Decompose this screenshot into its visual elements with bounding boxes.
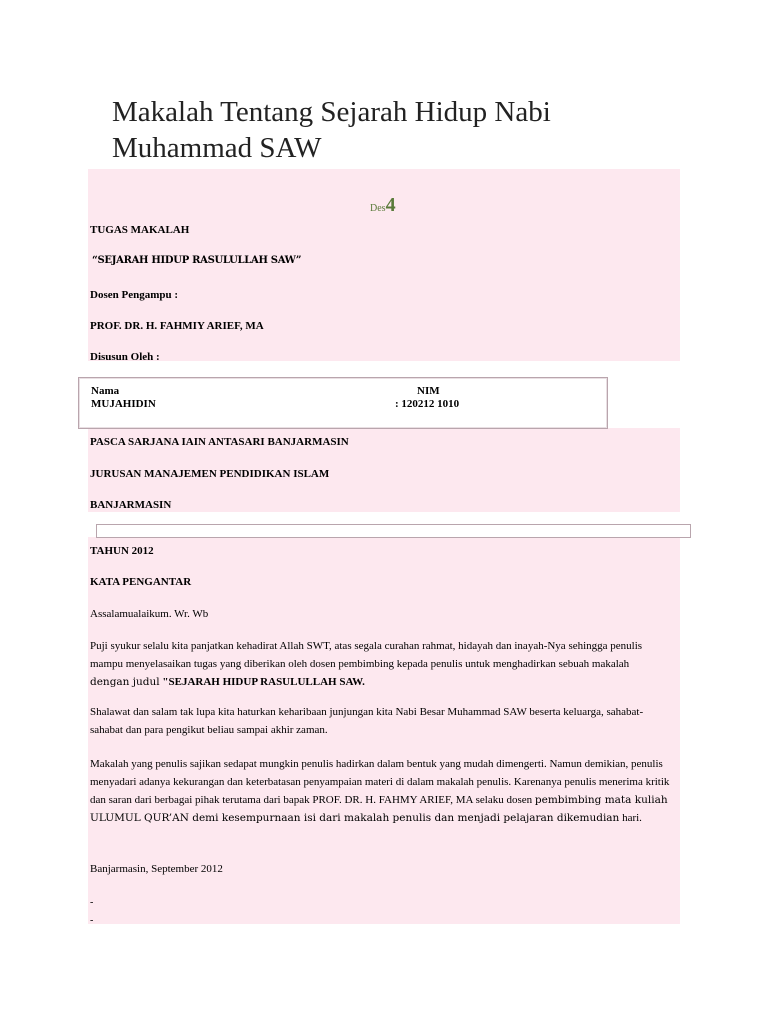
paragraph-2: Shalawat dan salam tak lupa kita haturkan keharibaan junjungan kita Nabi Besar Muhammad SAW beserta keluarga, sahabat-sahabat dan para pengikut beliau sampai akhir zaman. bbox=[90, 706, 644, 736]
post-date bbox=[370, 194, 396, 217]
tugas-label: TUGAS MAKALAH bbox=[90, 224, 190, 236]
nama-value: MUJAHIDIN bbox=[91, 398, 156, 410]
salam-line: Assalamualaikum. Wr. Wb bbox=[90, 608, 209, 620]
date-month: Des bbox=[370, 203, 386, 214]
nama-header: Nama bbox=[91, 385, 120, 397]
author-table bbox=[78, 377, 608, 429]
page-title: Makalah Tentang Sejarah Hidup Nabi Muhammad SAW bbox=[112, 96, 551, 164]
institution-line: PASCA SARJANA IAIN ANTASARI BANJARMASIN bbox=[90, 436, 349, 448]
nim-header: NIM bbox=[417, 385, 440, 397]
department-line: JURUSAN MANAJEMEN PENDIDIKAN ISLAM bbox=[90, 468, 330, 480]
year-line: TAHUN 2012 bbox=[90, 545, 154, 557]
dash-mark: - bbox=[90, 897, 94, 908]
paragraph-1-highlight: dengan judul bbox=[90, 676, 160, 688]
disusun-label: Disusun Oleh : bbox=[90, 351, 160, 363]
dash-mark: - bbox=[90, 915, 94, 926]
city-line: BANJARMASIN bbox=[90, 499, 172, 511]
date-day: 4 bbox=[385, 194, 396, 216]
paragraph-3-text: Makalah yang penulis sajikan sedapat mungkin penulis hadirkan dalam bentuk yang mudah dimengerti. Namun demikian, penulis menyadari adanya kekurangan dan keterbatasan penyampaian materi di dalam makalah penulis. Karenanya penulis menerima kritik dan saran dari berbagai pihak terutama dari bapak PROF. DR. H. FAHMY ARIEF, MA selaku dosen bbox=[90, 758, 670, 806]
section-title: KATA PENGANTAR bbox=[90, 576, 192, 588]
paragraph-1-text: Puji syukur selalu kita panjatkan kehadirat Allah SWT, atas segala curahan rahmat, hidayah dan inayah-Nya sehingga penulis mampu menyelasaikan tugas yang diberikan oleh dosen pembimbing kepada penulis untuk menghadirkan sebuah makalah bbox=[90, 640, 643, 670]
paragraph-3 bbox=[90, 755, 670, 827]
nim-value: : 120212 1010 bbox=[395, 398, 460, 410]
dosen-name: PROF. DR. H. FAHMIY ARIEF, MA bbox=[90, 320, 264, 332]
paragraph-1 bbox=[90, 637, 670, 691]
dosen-label: Dosen Pengampu : bbox=[90, 289, 179, 301]
closing-line: Banjarmasin, September 2012 bbox=[90, 863, 223, 875]
paragraph-3-highlight: pembimbing mata kuliah ULUMUL QUR’AN demi kesempurnaan isi dari makalah penulis dan menjadi pelajaran dikemudian bbox=[90, 794, 668, 824]
paragraph-3-end: hari. bbox=[622, 812, 642, 824]
judul-makalah: “SEJARAH HIDUP RASULULLAH SAW” bbox=[92, 255, 302, 266]
paragraph-1-bold: "SEJARAH HIDUP RASULULLAH SAW. bbox=[162, 676, 365, 688]
divider-box bbox=[96, 524, 691, 538]
